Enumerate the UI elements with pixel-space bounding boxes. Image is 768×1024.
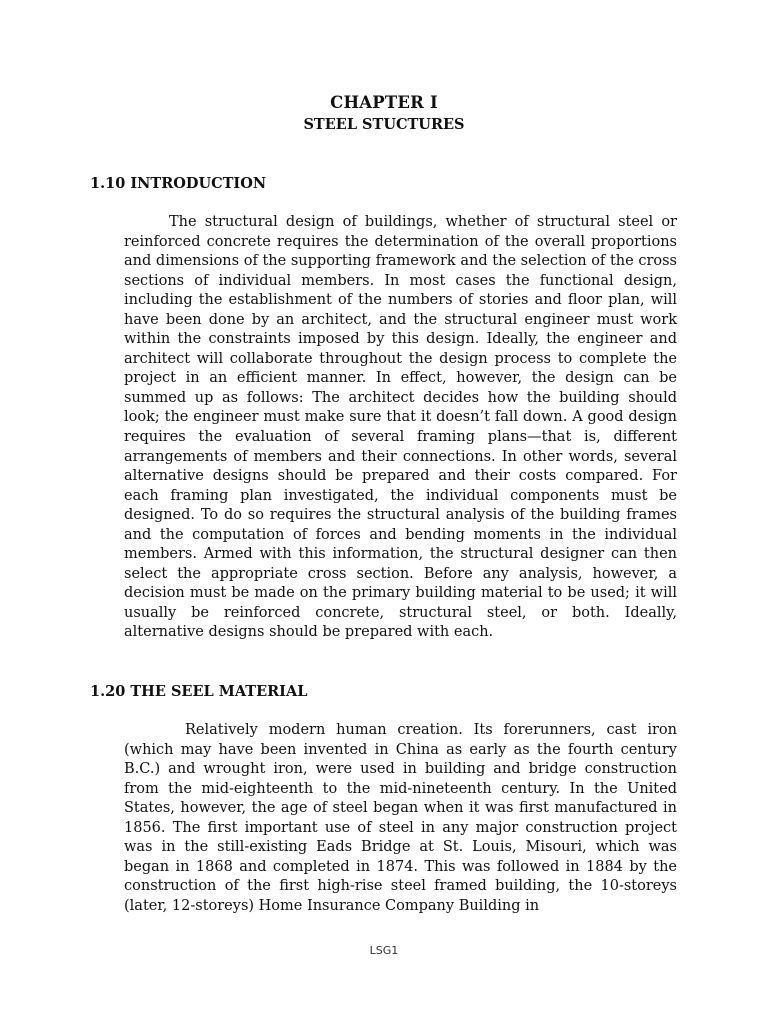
section-paragraph-introduction: The structural design of buildings, whether of structural steel or reinforced concrete requires the determination of the overall proportions and dimensions of the supporting framework and the selection of the cross sections of individual members. In most cases the functional design, including the establishment of the numbers of stories and floor plan, will have been done by an architect, and the structural engineer must work within the constraints imposed by this design. Ideally, the engineer and architect will collaborate throughout the design process to complete the project in an efficient manner. In effect, however, the design can be summed up as follows: The architect decides how the building should look; the engineer must make sure that it doesn’t fall down. A good design requires the evaluation of several framing plans—that is, different arrangements of members and their connections. In other words, several alternative designs should be prepared and their costs compared. For each framing plan investigated, the individual components must be designed. To do so requires the structural analysis of the building frames and the computation of forces and bending moments in the individual members. Armed with this information, the structural designer can then select the appropriate cross section. Before any analysis, however, a decision must be made on the primary building material to be used; it will usually be reinforced concrete, structural steel, or both. Ideally, alternative designs should be prepared with each. (124, 214, 677, 641)
section-heading-steel-material: 1.20 THE SEEL MATERIAL (90, 683, 308, 700)
section-paragraph-steel-material: Relatively modern human creation. Its forerunners, cast iron (which may have been invented in China as early as the fourth century B.C.) and wrought iron, were used in building and bridge construction from the mid-eighteenth to the mid-nineteenth century. In the United States, however, the age of steel began when it was first manufactured in 1856. The first important use of steel in any major construction project was in the still-existing Eads Bridge at St. Louis, Misouri, which was began in 1868 and completed in 1874. This was followed in 1884 by the construction of the first high-rise steel framed building, the 10-storeys (later, 12-storeys) Home Insurance Company Building in (124, 722, 677, 914)
chapter-title: CHAPTER I (330, 93, 438, 112)
page-footer: LSG1 (369, 944, 399, 957)
section-heading-introduction: 1.10 INTRODUCTION (90, 175, 267, 192)
chapter-subtitle: STEEL STUCTURES (303, 116, 465, 133)
